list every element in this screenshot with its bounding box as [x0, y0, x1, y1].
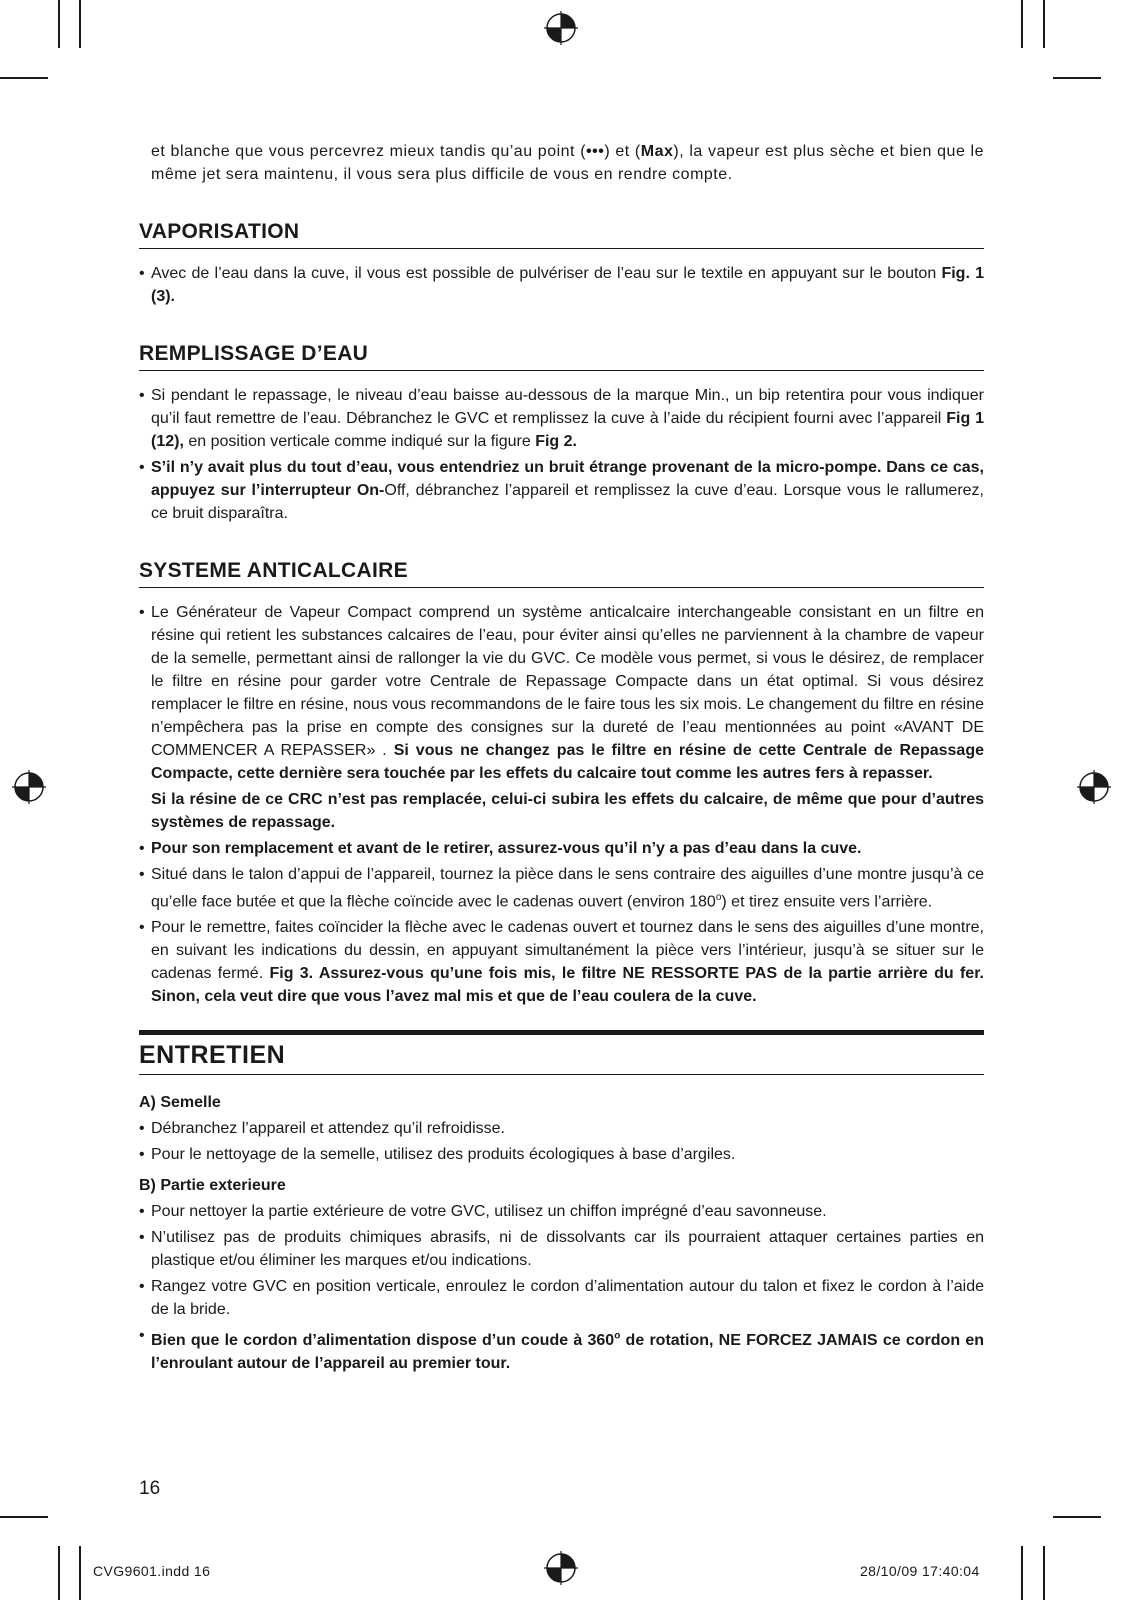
crop-mark-bottom-left-v2: [79, 1546, 81, 1600]
semelle-list: [139, 1117, 984, 1166]
intro-paragraph: et blanche que vous percevrez mieux tandis qu’au point (•••) et (Max), la vapeur est plus sèche et bien que le même jet sera maintenu, il vous sera plus difficile de vous en rendre compte.: [151, 143, 985, 183]
section-heading-remplissage: REMPLISSAGE D’EAU: [139, 341, 984, 371]
page-content: [139, 140, 984, 1378]
crop-mark-bottom-right-v2: [1043, 1546, 1045, 1600]
crop-mark-top-right-v1: [1021, 0, 1023, 48]
crop-mark-top-right-v2: [1043, 0, 1045, 48]
list-item: • Pour nettoyer la partie extérieure de votre GVC, utilisez un chiffon imprégné d’eau savonneuse.: [139, 1200, 984, 1223]
list-item: • Débranchez l’appareil et attendez qu’il refroidisse.: [139, 1117, 984, 1140]
partie-exterieure-list: [139, 1200, 984, 1374]
crop-mark-top-right-h: [1053, 77, 1101, 79]
steam-dots-symbol: •••: [586, 143, 605, 160]
registration-mark-icon: [544, 1551, 578, 1585]
list-item: • Avec de l’eau dans la cuve, il vous est possible de pulvériser de l’eau sur le textile en appuyant sur le bouton Fig. 1 (3).: [139, 262, 984, 308]
remplissage-list: [139, 384, 984, 525]
list-item: • Le Générateur de Vapeur Compact comprend un système anticalcaire interchangeable consistant en un filtre en résine qui retient les substances calcaires de l’eau, pour éviter ainsi qu’elles ne parviennent à la chambre de vapeur de la semelle, permettant ainsi de rallonger la vie du GVC. Ce modèle vous permet, si vous le désirez, de remplacer le filtre en résine pour garder votre Centrale de Repassage Compacte dans un état optimal. Si vous désirez remplacer le filtre en résine, nous vous recommandons de le faire tous les six mois. Le changement du filtre en résine n’empêchera pas la prise en compte des consignes sur la dureté de l’eau mentionnées au point «AVANT DE COMMENCER A REPASSER» . Si vous ne changez pas le filtre en résine de cette Centrale de Repassage Compacte, cette dernière sera touchée par les effets du calcaire tout comme les autres fers à repasser.: [139, 601, 984, 785]
anticalcaire-list: [139, 601, 984, 785]
crop-mark-bottom-left-h: [0, 1516, 48, 1518]
registration-mark-icon: [544, 11, 578, 45]
list-item: • Si pendant le repassage, le niveau d’eau baisse au-dessous de la marque Min., un bip retentira pour vous indiquer qu’il faut remettre de l’eau. Débranchez le GVC et remplissez la cuve à l’aide du récipient fourni avec l’appareil Fig 1 (12), en position verticale comme indiqué sur la figure Fig 2.: [139, 384, 984, 453]
page-number: 16: [139, 1478, 161, 1499]
list-item: • Situé dans le talon d’appui de l’appareil, tournez la pièce dans le sens contraire des aiguilles d’une montre jusqu’à ce qu’elle face butée et que la flèche coïncide avec le cadenas ouvert (environ 180$^o$) et tirez ensuite vers l’arrière.: [139, 863, 984, 913]
section-heading-entretien: ENTRETIEN: [139, 1030, 984, 1075]
list-item: • Pour le nettoyage de la semelle, utilisez des produits écologiques à base d’argiles.: [139, 1143, 984, 1166]
crop-mark-top-left-v2: [79, 0, 81, 48]
anticalcaire-list-2: [139, 837, 984, 1008]
crop-mark-bottom-left-v1: [58, 1546, 60, 1600]
registration-mark-icon: [12, 770, 46, 804]
list-item: • S’il n’y avait plus du tout d’eau, vous entendriez un bruit étrange provenant de la micro-pompe. Dans ce cas, appuyez sur l’interrupteur On-Off, débranchez l’appareil et remplissez la cuve d’eau. Lorsque vous le rallumerez, ce bruit disparaîtra.: [139, 456, 984, 525]
section-heading-anticalcaire: SYSTEME ANTICALCAIRE: [139, 558, 984, 588]
slug-datetime: 28/10/09 17:40:04: [860, 1563, 980, 1579]
crop-mark-bottom-right-h: [1053, 1516, 1101, 1518]
max-label: Max: [640, 143, 674, 160]
list-item: • Pour son remplacement et avant de le retirer, assurez-vous qu’il n’y a pas d’eau dans la cuve.: [139, 837, 984, 860]
subheading-partie-exterieure: B) Partie exterieure: [139, 1177, 286, 1195]
list-item: • Bien que le cordon d’alimentation dispose d’un coude à 360$^o$ de rotation, NE FORCEZ JAMAIS ce cordon en l’enroulant autour de l’appareil au premier tour.: [139, 1324, 984, 1374]
crop-mark-top-left-v1: [58, 0, 60, 48]
section-heading-vaporisation: VAPORISATION: [139, 219, 984, 249]
subheading-semelle: A) Semelle: [139, 1094, 221, 1112]
slug-filename: CVG9601.indd 16: [93, 1563, 211, 1579]
registration-mark-icon: [1077, 770, 1111, 804]
list-item: • Rangez votre GVC en position verticale, enroulez le cordon d’alimentation autour du talon et fixez le cordon à l’aide de la bride.: [139, 1275, 984, 1321]
crop-mark-bottom-right-v1: [1021, 1546, 1023, 1600]
crop-mark-top-left-h: [0, 77, 48, 79]
anticalcaire-note: Si la résine de ce CRC n’est pas remplacée, celui-ci subira les effets du calcaire, de même que pour d’autres systèmes de repassage.: [151, 791, 984, 831]
vaporisation-list: [139, 262, 984, 308]
list-item: • N’utilisez pas de produits chimiques abrasifs, ni de dissolvants car ils pourraient attaquer certaines parties en plastique et/ou éliminer les marques et/ou indications.: [139, 1226, 984, 1272]
list-item: • Pour le remettre, faites coïncider la flèche avec le cadenas ouvert et tournez dans le sens des aiguilles d’une montre, en suivant les indications du dessin, en appuyant simultanément la pièce vers l’intérieur, jusqu’à se situer sur le cadenas fermé. Fig 3. Assurez-vous qu’une fois mis, le filtre NE RESSORTE PAS de la partie arrière du fer. Sinon, cela veut dire que vous l’avez mal mis et que de l’eau coulera de la cuve.: [139, 916, 984, 1008]
